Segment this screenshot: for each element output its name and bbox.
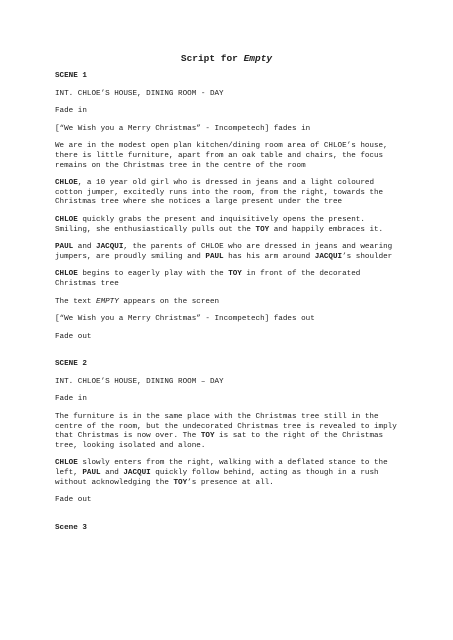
prop-toy: TOY — [255, 225, 270, 234]
paragraph-text: begins to eagerly play with the — [77, 270, 229, 279]
character-paul: PAUL — [205, 252, 224, 261]
character-jacqui: JACQUI — [123, 469, 151, 478]
scene-1-paragraph-5 — [55, 270, 400, 289]
paragraph-text: ’s presence at all. — [187, 478, 274, 487]
paragraph-text: in front of the decorated Christmas tree — [55, 270, 361, 288]
prop-toy: TOY — [200, 432, 215, 441]
title-text-empty: EMPTY — [96, 297, 119, 306]
paragraph-text: The furniture is in the same place with the Christmas tree still in the centre of the room, but the undecorated Christmas tree is revealed to imply that Christmas is now over. The — [55, 413, 397, 441]
paragraph-text: appears on the screen — [118, 297, 220, 306]
scene-2-paragraph-1 — [55, 413, 400, 451]
scene-2-fade-in: Fade in — [55, 395, 87, 404]
scene-2-heading: SCENE 2 — [55, 360, 87, 369]
character-chloe: CHLOE — [55, 459, 78, 468]
character-paul: PAUL — [82, 469, 101, 478]
paragraph-text: ’s shoulder — [342, 252, 393, 261]
title-prefix: Script for — [180, 53, 244, 64]
paragraph-text: and — [100, 469, 124, 478]
paragraph-text: quickly follow behind, acting as though in a rush without acknowledging the — [55, 469, 379, 487]
scene-2-slugline: INT. CHLOE’S HOUSE, DINING ROOM – DAY — [55, 377, 224, 386]
paragraph-text: is sat to the right of the Christmas tree, looking isolated and alone. — [55, 432, 384, 450]
character-chloe: CHLOE — [55, 270, 78, 279]
character-chloe: CHLOE — [55, 179, 78, 188]
scene-2-fade-out: Fade out — [55, 496, 92, 505]
scene-2-paragraph-2 — [55, 459, 400, 488]
scene-1-fade-out: Fade out — [55, 332, 92, 341]
scene-1-paragraph-6 — [55, 298, 400, 308]
character-chloe: CHLOE — [55, 215, 78, 224]
scene-gap — [55, 350, 400, 360]
prop-toy: TOY — [228, 270, 242, 279]
paragraph-text: quickly grabs the present and inquisitively opens the present. Smiling, she enthusiastically pulls out the — [55, 215, 365, 234]
scene-1-music-in: [“We Wish you a Merry Christmas” - Incompetech] fades in — [55, 124, 311, 133]
scene-1-slugline: INT. CHLOE’S HOUSE, DINING ROOM - DAY — [55, 89, 224, 98]
paragraph-text: The text — [55, 297, 97, 306]
scene-1-paragraph-4 — [55, 243, 400, 262]
paragraph-text: slowly enters from the right, walking with a deflated stance to the left, — [55, 459, 388, 478]
scene-1-paragraph-1: We are in the modest open plan kitchen/dining room area of CHLOE’s house, there is little furniture, apart from an oak table and chairs, the focus remains on the Christmas tree in the centre of the room — [55, 142, 388, 170]
scene-1-music-out: [“We Wish you a Merry Christmas” - Incompetech] fades out — [55, 315, 315, 324]
character-jacqui: JACQUI — [96, 243, 124, 252]
scene-1-paragraph-2 — [55, 179, 400, 208]
paragraph-text: and — [73, 243, 97, 252]
page-title — [0, 53, 453, 64]
scene-gap — [55, 514, 400, 524]
paragraph-text: , the parents of CHLOE who are dressed in jeans and wearing jumpers, are proudly smiling and — [55, 243, 393, 261]
scene-1-fade-in: Fade in — [55, 107, 87, 116]
scene-3-heading: Scene 3 — [55, 523, 87, 532]
prop-toy: TOY — [173, 478, 188, 487]
script-body — [55, 72, 400, 541]
title-emphasis: Empty — [243, 53, 273, 64]
paragraph-text: has his arm around — [223, 252, 315, 261]
character-jacqui: JACQUI — [314, 252, 343, 261]
scene-1-paragraph-3 — [55, 216, 400, 235]
paragraph-text: , a 10 year old girl who is dressed in jeans and a light coloured cotton jumper, excitedly runs into the room, from the right, towards the Christmas tree where she notices a large present under the tree — [55, 179, 384, 207]
scene-1-heading: SCENE 1 — [55, 72, 87, 80]
character-paul: PAUL — [55, 243, 74, 252]
paragraph-text: and happily embraces it. — [269, 225, 384, 234]
